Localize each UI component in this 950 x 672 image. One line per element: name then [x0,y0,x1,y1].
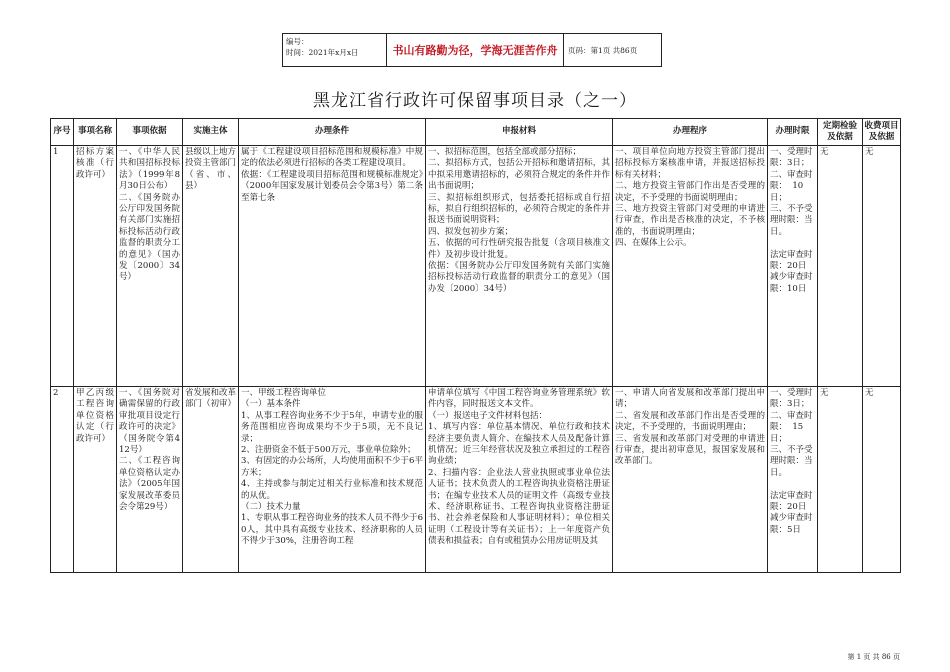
cell-fees: 无 [863,387,901,573]
cell-basis: 一、《国务院对确需保留的行政审批项目设定行政许可的决定》（国务院令第412号） 二、《工程咨询单位资格认定办法》（2005年国家发展改革委员会令第29号） [117,387,183,573]
col-header-basis: 事项依据 [117,119,183,146]
col-header-procedure: 办理程序 [613,119,768,146]
cell-name: 甲乙丙级工程咨询单位资格认定（行政许可） [74,387,117,573]
table-row [51,387,901,573]
cell-materials: 一、拟招标范围，包括全部或部分招标； 二、拟招标方式，包括公开招标和邀请招标，其中拟采用邀请招标的，必须符合规定的条件并作出书面说明； 三、拟招标组织形式，包括委托招标或自行招标，拟自行组织招标的，必须符合规定的条件并报送书面说明资料； 四、拟发包初步方案； 五、依据的可行性研究报告批复（含项目核准文件）及初步设计批复。 依据：《国务院办公厅印发国务院有关部门实施招标投标活动行政监督的职责分工的意见》（国办发〔2000〕34号） [426,146,613,387]
table-row [51,146,901,387]
cell-time-limit: 一、受理时限：3日； 二、审查时限： 15日； 三、不予受理时限：当日。 法定审查时限：20日 减少审查时限：5日 [768,387,818,573]
cell-subject: 县级以上地方投资主管部门（省、市、县） [183,146,239,387]
cell-name: 招标方案核准（行政许可） [74,146,117,387]
cell-procedure: 一、项目单位向地方投资主管部门提出招标投标方案核准申请，并报送招标投标有关材料； 二、地方投资主管部门作出是否受理的决定，不予受理的书面说明理由； 三、地方投资主管部门对受理的申请进行审查，作出是否核准的决定，不予核准的，书面说明理由； 四、在媒体上公示。 [613,146,768,387]
cell-conditions: 属于《工程建设项目招标范围和规模标准》中规定的依法必须进行招标的各类工程建设项目。 依据：《工程建设项目招标范围和规模标准规定》（2000年国家发展计划委员会令第3号）第二条至第七条 [239,146,426,387]
cell-fees: 无 [863,146,901,387]
table-header-row [51,119,901,146]
col-header-inspection: 定期检验及依据 [818,119,863,146]
col-header-time-limit: 办理时限 [768,119,818,146]
page-title: 黑龙江省行政许可保留事项目录（之一） [313,91,637,111]
cell-no: 1 [51,146,74,387]
document-header [282,33,662,67]
doc-time: 时间：2021年x月x日 [286,48,359,57]
page-footer: 第 1 页 共 86 页 [847,653,900,661]
cell-no: 2 [51,387,74,573]
col-header-subject: 实施主体 [183,119,239,146]
col-header-conditions: 办理条件 [239,119,426,146]
header-motto: 书山有路勤为径，学海无涯苦作舟 [387,34,564,66]
col-header-no: 序号 [51,119,74,146]
col-header-fees: 收费项目及依据 [863,119,901,146]
cell-conditions: 一、甲级工程咨询单位 （一）基本条件 1、从事工程咨询业务不少于5年，申请专业的服务范围相应咨询成果均不少于5项，无不良记录； 2、注册资金不低于500万元，事业单位除外； 3、有固定的办公场所，人均使用面积不少于6平方米； 4、主持或参与制定过相关行业标准和技术规范的从优。 （二）技术力量 1、专职从事工程咨询业务的技术人员不得少于60人，其中具有高级专业技术、经济职称的人员不得少于30%，注册咨询工程 [239,387,426,573]
header-meta [283,34,387,66]
col-header-name: 事项名称 [74,119,117,146]
cell-inspection: 无 [818,387,863,573]
cell-inspection: 无 [818,146,863,387]
doc-number: 编号： [286,37,309,46]
cell-materials: 申请单位填写《中国工程咨询业务管理系统》软件内容，同时报送文本文件。 （一）报送电子文件材料包括： 1、填写内容：单位基本情况、单位行政和技术经济主要负责人简介、在编技术人员及配备计算机情况；近三年经营状况及独立承担过的工程咨询业绩； 2、扫描内容：企业法人营业执照或事业单位法人证书；技术负责人的工程咨询执业资格注册证书；在编专业技术人员的证明文件（高级专业技术、经济职称证书、工程咨询执业资格注册证书、社会养老保险和人事证明材料）；单位相关证明（工程设计等有关证书）；上一年度资产负债表和损益表；自有或租赁办公用房证明及其 [426,387,613,573]
col-header-materials: 申报材料 [426,119,613,146]
cell-subject: 省发展和改革部门（初审） [183,387,239,573]
permits-table [50,118,901,573]
cell-basis: 一、《中华人民共和国招标投标法》（1999年8月30日公布） 二、《国务院办公厅印发国务院有关部门实施招标投标活动行政监督的职责分工的意见》（国办发〔2000〕34号） [117,146,183,387]
cell-procedure: 一、申请人向省发展和改革部门提出申请； 二、省发展和改革部门作出是否受理的决定，不予受理的，书面说明理由； 三、省发展和改革部门对受理的申请进行审查，提出初审意见，报国家发展和改革部门。 [613,387,768,573]
header-page: 页码：第1页 共86页 [568,45,638,55]
cell-time-limit: 一、受理时限：3日； 二、审查时限： 10日； 三、不予受理时限：当日。 法定审查时限：20日 减少审查时限：10日 [768,146,818,387]
